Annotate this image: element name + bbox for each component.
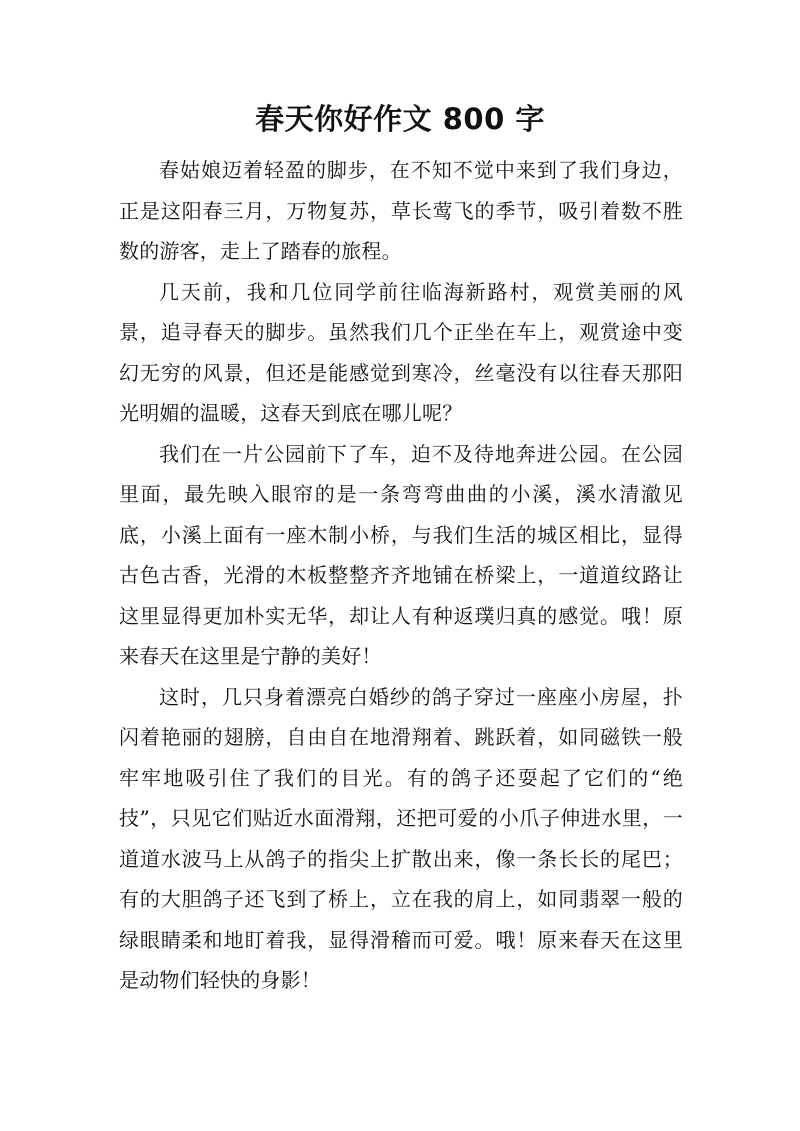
- essay-paragraph: 这时，几只身着漂亮白婚纱的鸽子穿过一座座小房屋，扑闪着艳丽的翅膀，自由自在地滑翔着、跳跃着，如同磁铁一般牢牢地吸引住了我们的目光。有的鸽子还耍起了它们的“绝技”，只见它们贴近水面滑翔，还把可爱的小爪子伸进水里，一道道水波马上从鸽子的指尖上扩散出来，像一条长长的尾巴；有的大胆鸽子还飞到了桥上，立在我的肩上，如同翡翠一般的绿眼睛柔和地盯着我，显得滑稽而可爱。哦！原来春天在这里是动物们轻快的身影！: [119, 684, 683, 992]
- essay-paragraph: 我们在一片公园前下了车，迫不及待地奔进公园。在公园里面，最先映入眼帘的是一条弯弯曲曲的小溪，溪水清澈见底，小溪上面有一座木制小桥，与我们生活的城区相比，显得古色古香，光滑的木板整整齐齐地铺在桥梁上，一道道纹路让这里显得更加朴实无华，却让人有种返璞归真的感觉。哦！原来春天在这里是宁静的美好！: [119, 441, 683, 668]
- essay-paragraph: 几天前，我和几位同学前往临海新路村，观赏美丽的风景，追寻春天的脚步。虽然我们几个正坐在车上，观赏途中变幻无穷的风景，但还是能感觉到寒冷，丝毫没有以往春天那阳光明媚的温暖，这春天到底在哪儿呢？: [119, 279, 683, 425]
- essay-paragraph: 春姑娘迈着轻盈的脚步，在不知不觉中来到了我们身边，正是这阳春三月，万物复苏，草长莺飞的季节，吸引着数不胜数的游客，走上了踏春的旅程。: [119, 158, 683, 263]
- essay-body: [119, 150, 683, 1001]
- document-title: 春天你好作文 800 字: [255, 102, 545, 136]
